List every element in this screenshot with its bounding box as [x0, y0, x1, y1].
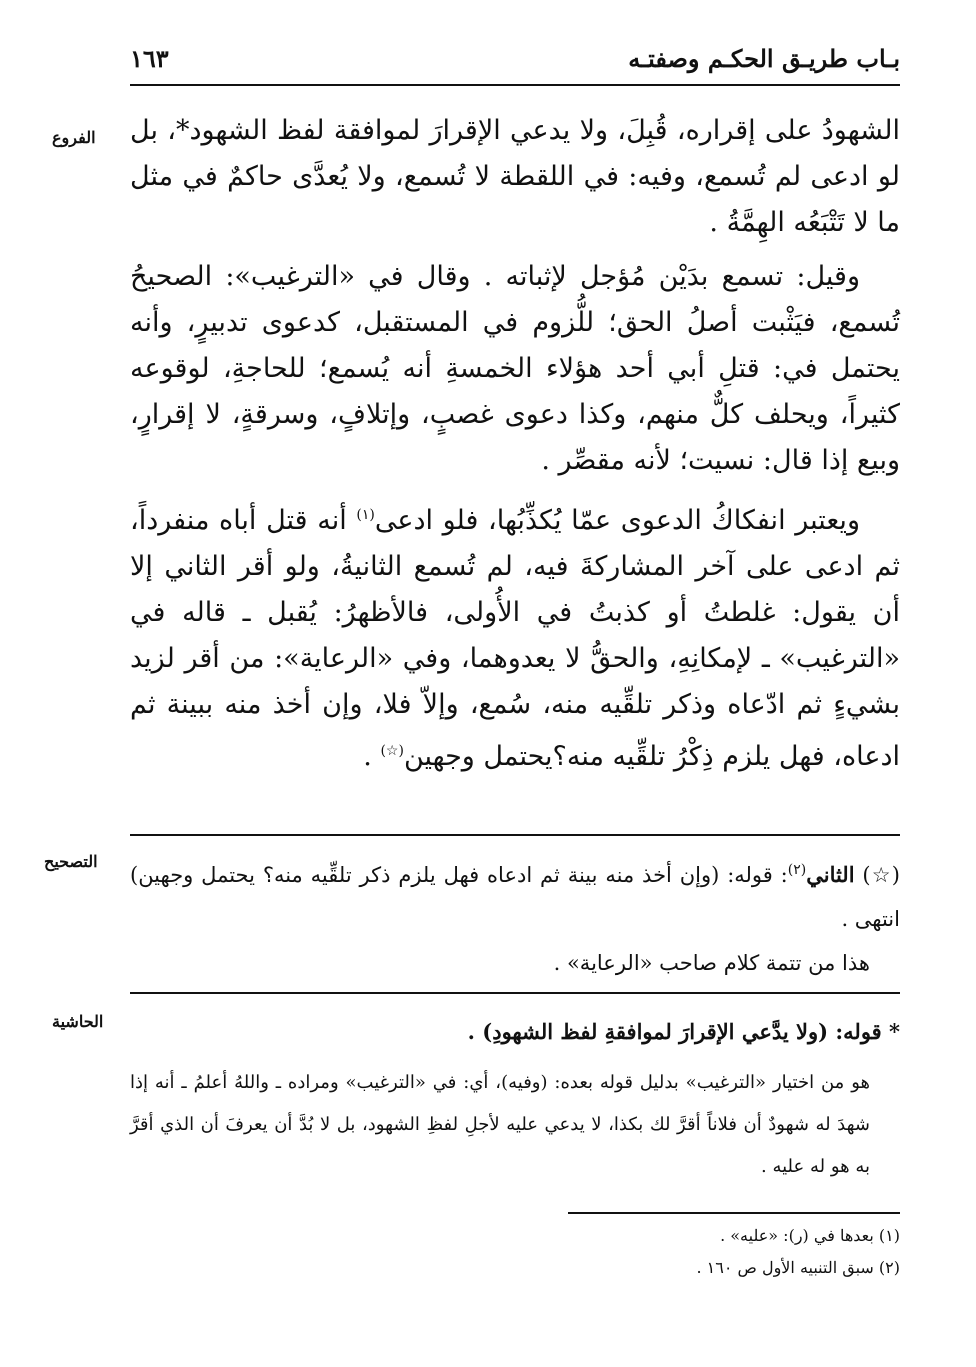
- hashiya-title: * قوله: (ولا يدَّعي الإقرارَ لموافقةِ لفظ الشهودِ) .: [467, 1019, 900, 1044]
- footnote-ref-1: (١): [356, 507, 375, 523]
- tashih-line-2: هذا من تتمة كلام صاحب «الرعاية» .: [553, 951, 870, 975]
- main-text: [130, 108, 900, 788]
- footnotes: [130, 1220, 900, 1284]
- main-paragraph-3: [130, 492, 900, 780]
- star-ref: (☆): [380, 743, 404, 759]
- page-number: ١٦٣: [130, 44, 169, 73]
- footnote-rule: [568, 1212, 900, 1214]
- header-rule: [130, 84, 900, 86]
- main-paragraph-1: الشهودُ على إقراره، قُبِلَ، ولا يدعي الإقرارَ لموافقة لفظ الشهود*، بل لو ادعى لم تُسمع، وفيه: في اللقطة لا تُسمع، ولا يُعدَّى حاكمٌ في مثل ما لا تَتْبَعُه الهِمَّةُ .: [130, 115, 900, 238]
- rule-main-end: [130, 834, 900, 836]
- hashiya-text: هو من اختيار «الترغيب» بدليل قوله بعده: (وفيه)، أي: في «الترغيب» ومراده ـ واللهُ أعلمُ ـ أنه إذا شهدَ له شهودٌ أن فلاناً أقرَّ لك بكذا، لا يدعي عليه لأجلِ لفظِ الشهود، بل لا بُدَّ أن يعرفَ أن الذي أقرَّ به هو له عليه .: [130, 1072, 870, 1177]
- footnote-ref-2: (٢): [787, 862, 807, 878]
- footnote-1: (١) بعدها في (ر): «عليه» .: [720, 1226, 900, 1245]
- star-mark: (☆): [862, 863, 900, 887]
- tashih-lead: الثاني: [806, 862, 855, 887]
- hashiya-block: [130, 1012, 900, 1188]
- running-title: بـاب طريـق الحكـم وصفتـه: [628, 44, 900, 73]
- side-label-furu: الفروع: [52, 128, 96, 147]
- tashih-text: : قوله: (وإن أخذ منه بينة ثم ادعاه فهل يلزم ذكر تلقِّيه منه؟ يحتمل وجهين) انتهى .: [130, 863, 900, 931]
- footnote-2: (٢) سبق التنبيه الأول ص ١٦٠ .: [696, 1258, 900, 1277]
- tashih-block: [130, 848, 900, 985]
- side-label-hashiya: الحاشية: [52, 1012, 104, 1031]
- main-paragraph-3-part-a: ويعتبر انفكاكُ الدعوى عمّا يُكذِّبُها، فلو ادعى: [374, 505, 860, 536]
- main-paragraph-3-part-b: أنه قتل أباه منفرداً، ثم ادعى على آخر المشاركةَ فيه، لم تُسمع الثانيةُ، ولو أقر الثاني إلا أن يقول: غلطتُ أو كذبتُ في الأُولى، فالأظهرُ: يُقبل ـ قاله في «الترغيب» ـ لإمكانِهِ، والحقُّ لا يعدوهما، وفي «الرعاية»: من أقر لزيد بشيءٍ ثم ادّعاه وذكر تلقِّيه منه، سُمع، وإلاّ فلا، وإن أخذ منه ببينة ثم ادعاه، فهل يلزم ذِكْرُ تلقِّيه منه؟يحتمل وجهين: [130, 505, 900, 772]
- main-paragraph-3-end: .: [363, 741, 381, 772]
- tashih-line-1: [130, 848, 900, 941]
- side-label-tashih: التصحيح: [44, 852, 98, 871]
- rule-tashih-end: [130, 992, 900, 994]
- main-paragraph-2: وقيل: تسمع بدَيْن مُؤجل لإثباته . وقال في «الترغيب»: الصحيحُ تُسمع، فيَثْبت أصلُ الحق؛ للُّزوم في المستقبل، كدعوى تدبيرٍ، وأنه يحتمل في: قتلِ أبي أحد هؤلاء الخمسةِ أنه يُسمع؛ للحاجةِ، لوقوعه كثيراً، ويحلف كلٌّ منهم، وكذا دعوى غصبٍ، وإتلافٍ، وسرقةٍ، لا إقرارٍ، وبيع إذا قال: نسيت؛ لأنه مقصِّر .: [130, 261, 900, 476]
- running-head: [130, 44, 900, 84]
